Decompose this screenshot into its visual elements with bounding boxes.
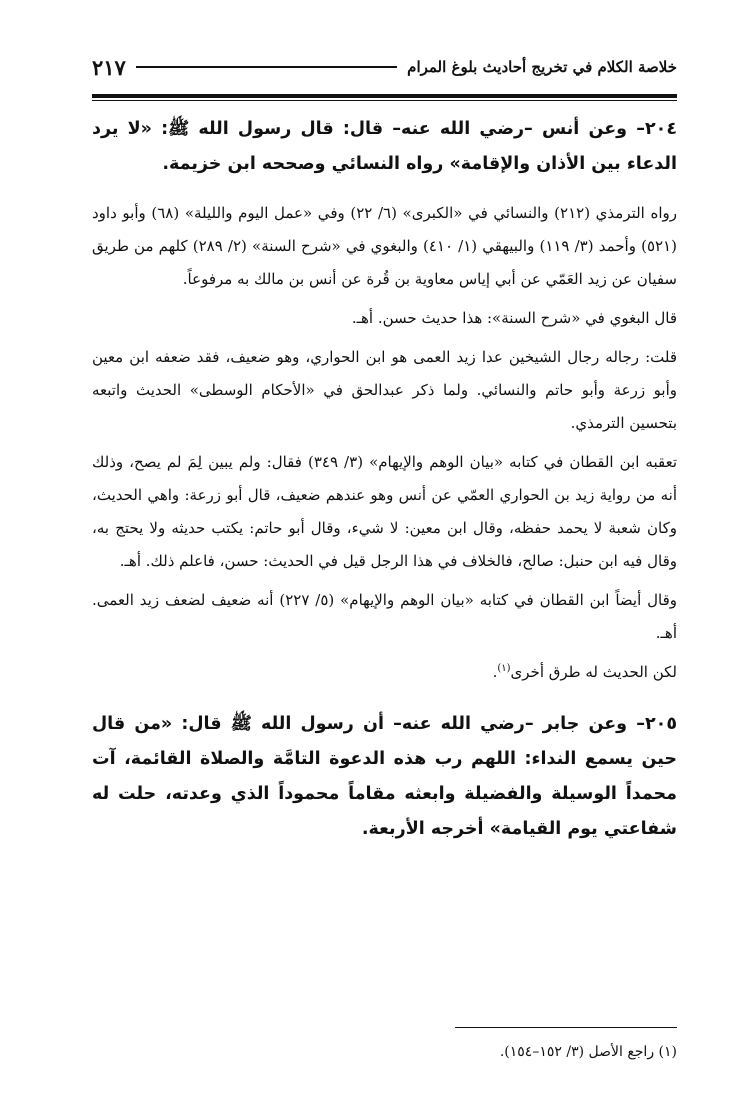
paragraph-rijal: قلت: رجاله رجال الشيخين عدا زيد العمى هو ابن الحواري، وهو ضعيف، فقد ضعفه ابن معين وأبو زرعة وأبو حاتم والنسائي. ولما ذكر عبدالحق في «الأحكام الوسطى» الحديث واتبعه بتحسين الترمذي. xyxy=(92,348,677,432)
paragraph-ibn-qattan-2: وقال أيضاً ابن القطان في كتابه «بيان الوهم والإيهام» (٥/ ٢٢٧) أنه ضعيف لضعف زيد العمى. أهـ. xyxy=(92,591,677,642)
header-double-rule-thick xyxy=(92,94,677,98)
page-header xyxy=(92,52,677,82)
hadith-204 xyxy=(92,112,677,182)
hadith-number: ٢٠٤ xyxy=(644,119,677,139)
hadith-text: – وعن أنس –رضي الله عنه– قال: قال رسول الله ﷺ: «لا يرد الدعاء بين الأذان والإقامة» رواه النسائي وصححه ابن خزيمة. xyxy=(92,119,677,174)
paragraph-ibn-qattan: تعقبه ابن القطان في كتابه «بيان الوهم والإيهام» (٣/ ٣٤٩) فقال: ولم يبين لِمَ لم يصح، وذلك أنه من رواية زيد بن الحواري العمّي عن أنس وهو عندهم ضعيف، قال أبو زرعة: واهي الحديث، وكان شعبة لا يحمد حفظه، وقال ابن معين: لا شيء، وقال أبو حاتم: يكتب حديثه ولا يحتج به، وقال فيه ابن حنبل: صالح، فالخلاف في هذا الرجل قيل في الحديث: حسن، فاعلم ذلك. أهـ. xyxy=(92,453,678,570)
page-number: ٢١٧ xyxy=(92,54,126,80)
footnote-ref: (١) xyxy=(497,663,511,674)
paragraph-baghawi: قال البغوي في «شرح السنة»: هذا حديث حسن. أهـ. xyxy=(351,309,677,327)
running-title: خلاصة الكلام في تخريج أحاديث بلوغ المرام xyxy=(407,58,677,76)
footnote: (١) راجع الأصل (٣/ ١٥٢–١٥٤). xyxy=(499,1044,677,1060)
period: . xyxy=(492,663,498,681)
other-routes-text: لكن الحديث له طرق أخرى xyxy=(510,663,677,681)
paragraph-takhrij: رواه الترمذي (٢١٢) والنسائي في «الكبرى» (٦/ ٢٢) وفي «عمل اليوم والليلة» (٦٨) وأبو داود (٥٢١) وأحمد (٣/ ١١٩) والبيهقي (١/ ٤١٠) والبغوي في «شرح السنة» (٢/ ٢٨٩) كلهم من طريق سفيان عن زيد العَمّي عن أبي إياس معاوية بن قُرة عن أنس بن مالك به مرفوعاً. xyxy=(92,204,677,288)
header-double-rule-thin xyxy=(92,100,677,101)
footnote-separator xyxy=(455,1027,677,1028)
header-rule xyxy=(136,66,397,68)
hadith-text: – وعن جابر –رضي الله عنه– أن رسول الله ﷺ قال: «من قال حين يسمع النداء: اللهم رب هذه الدعوة التامَّة والصلاة القائمة، آت محمداً الوسيلة والفضيلة وابعثه مقاماً محموداً الذي وعدته، حلت له شفاعتي يوم القيامة» أخرجه الأربعة. xyxy=(92,714,677,839)
hadith-205 xyxy=(92,707,677,847)
paragraph-other-routes xyxy=(92,656,677,689)
main-text xyxy=(92,112,677,862)
hadith-number: ٢٠٥ xyxy=(644,714,677,734)
